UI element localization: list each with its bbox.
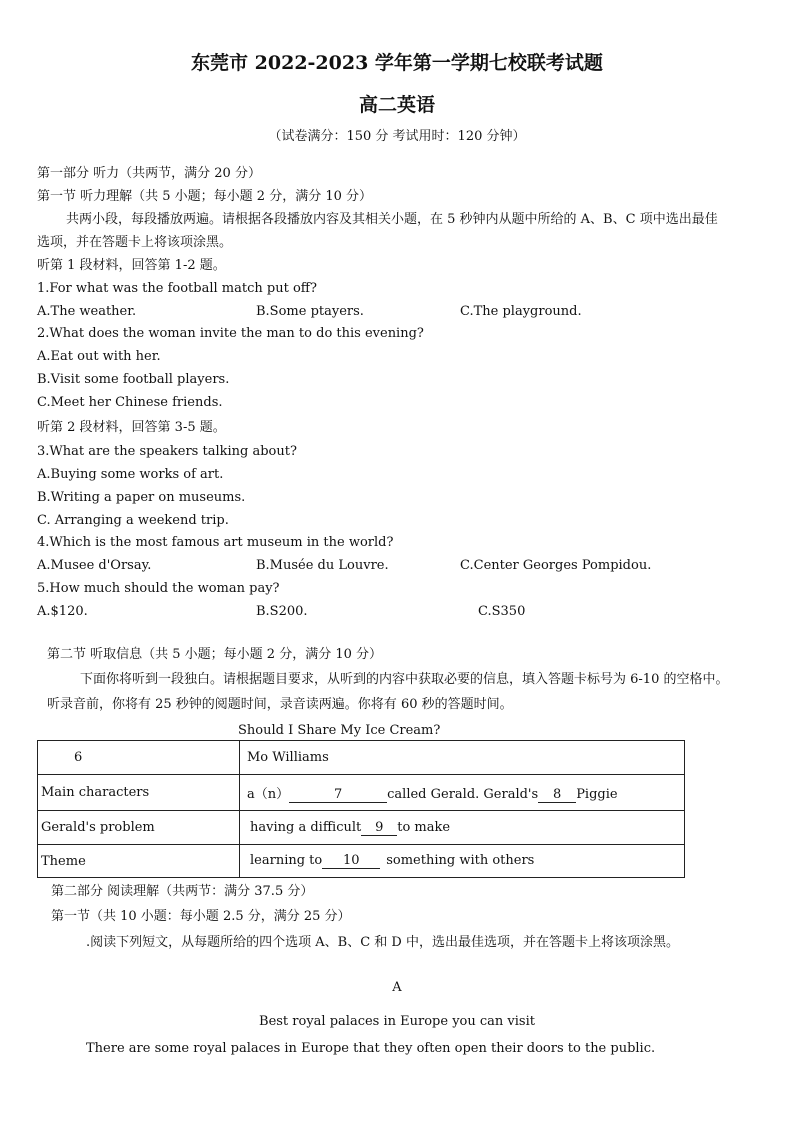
exam-meta: （试卷满分：150 分 考试用时：120 分钟） xyxy=(268,129,526,144)
question-1: 1.For what was the football match put off? xyxy=(37,281,317,296)
table-cell-label: 6 xyxy=(38,741,240,775)
q2-option-b: B.Visit some football players. xyxy=(37,372,230,387)
info-table xyxy=(37,740,685,878)
section1-instruction-line2: 选项，并在答题卡上将该项涂黑。 xyxy=(37,235,233,250)
characters-middle: called Gerald. Gerald's xyxy=(387,786,539,802)
q2-option-c: C.Meet her Chinese friends. xyxy=(37,395,223,410)
part2-heading: 第二部分 阅读理解（共两节：满分 37.5 分） xyxy=(51,884,314,899)
question-2: 2.What does the woman invite the man to do this evening? xyxy=(37,326,424,341)
table-cell-label: Theme xyxy=(38,845,240,878)
q1-option-a: A.The weather. xyxy=(37,304,137,319)
table-row xyxy=(38,775,685,811)
section1-instruction-line1: 共两小段，每段播放两遍。请根据各段播放内容及其相关小题，在 5 秒钟内从题中所给的 A、B、C 项中选出最佳 xyxy=(66,212,718,227)
part2-section1-heading: 第一节（共 10 小题：每小题 2.5 分，满分 25 分） xyxy=(51,909,351,924)
table-row xyxy=(38,811,685,845)
q2-option-a: A.Eat out with her. xyxy=(37,349,161,364)
exam-subject: 高二英语 xyxy=(358,94,435,116)
table-cell-characters xyxy=(240,775,685,811)
q5-option-c: C.S350 xyxy=(478,604,526,619)
part1-heading: 第一部分 听力（共两节，满分 20 分） xyxy=(37,166,261,181)
table-title: Should I Share My Ice Cream? xyxy=(238,723,441,738)
section2-heading: 第二节 听取信息（共 5 小题；每小题 2 分，满分 10 分） xyxy=(47,647,383,662)
table-cell-label: Gerald's problem xyxy=(38,811,240,845)
q4-option-a: A.Musee d'Orsay. xyxy=(37,558,152,573)
question-3: 3.What are the speakers talking about? xyxy=(37,444,297,459)
blank-9: 9 xyxy=(361,821,397,836)
table-cell-theme xyxy=(240,845,685,878)
section2-instruction-line2: 听录音前，你将有 25 秒钟的阅题时间，录音读两遍。你将有 60 秒的答题时间。 xyxy=(47,697,513,712)
passage1-note: 听第 1 段材料，回答第 1-2 题。 xyxy=(37,258,226,273)
blank-10: 10 xyxy=(322,854,380,869)
passage-first-line: There are some royal palaces in Europe that they often open their doors to the public. xyxy=(86,1041,656,1056)
q3-option-a: A.Buying some works of art. xyxy=(37,467,224,482)
theme-prefix: learning to xyxy=(250,853,323,868)
problem-suffix: to make xyxy=(397,819,451,835)
section1-heading: 第一节 听力理解（共 5 小题；每小题 2 分，满分 10 分） xyxy=(37,189,373,204)
passage-title: Best royal palaces in Europe you can visit xyxy=(259,1014,535,1029)
q4-option-b: B.Musée du Louvre. xyxy=(256,558,389,573)
q4-option-c: C.Center Georges Pompidou. xyxy=(460,558,652,573)
passage2-note: 听第 2 段材料，回答第 3-5 题。 xyxy=(37,420,226,435)
q5-option-b: B.S200. xyxy=(256,604,308,619)
table-row xyxy=(38,741,685,775)
characters-suffix: Piggie xyxy=(576,786,618,802)
theme-suffix: something with others xyxy=(386,853,535,868)
part2-instruction: .阅读下列短文，从每题所给的四个选项 A、B、C 和 D 中，选出最佳选项，并在答题卡上将该项涂黑。 xyxy=(86,935,679,950)
q1-option-b: B.Some ptayers. xyxy=(256,304,364,319)
passage-label: A xyxy=(392,980,402,995)
exam-title: 东莞市 2022-2023 学年第一学期七校联考试题 xyxy=(191,52,603,74)
problem-prefix: having a difficult xyxy=(250,819,362,835)
q3-option-c: C. Arranging a weekend trip. xyxy=(37,513,229,528)
blank-8: 8 xyxy=(538,788,576,803)
blank-7: 7 xyxy=(289,788,387,803)
question-5: 5.How much should the woman pay? xyxy=(37,581,280,596)
table-cell-problem xyxy=(240,811,685,845)
table-row xyxy=(38,845,685,878)
table-cell-author: Mo Williams xyxy=(240,741,685,775)
q5-option-a: A.$120. xyxy=(37,604,88,619)
question-4: 4.Which is the most famous art museum in the world? xyxy=(37,535,394,550)
characters-prefix: a（n） xyxy=(247,786,290,802)
table-cell-label: Main characters xyxy=(38,775,240,811)
q1-option-c: C.The playground. xyxy=(460,304,582,319)
q3-option-b: B.Writing a paper on museums. xyxy=(37,490,246,505)
section2-instruction-line1: 下面你将听到一段独白。请根据题目要求，从听到的内容中获取必要的信息，填入答题卡标号为 6-10 的空格中。 xyxy=(80,672,729,687)
